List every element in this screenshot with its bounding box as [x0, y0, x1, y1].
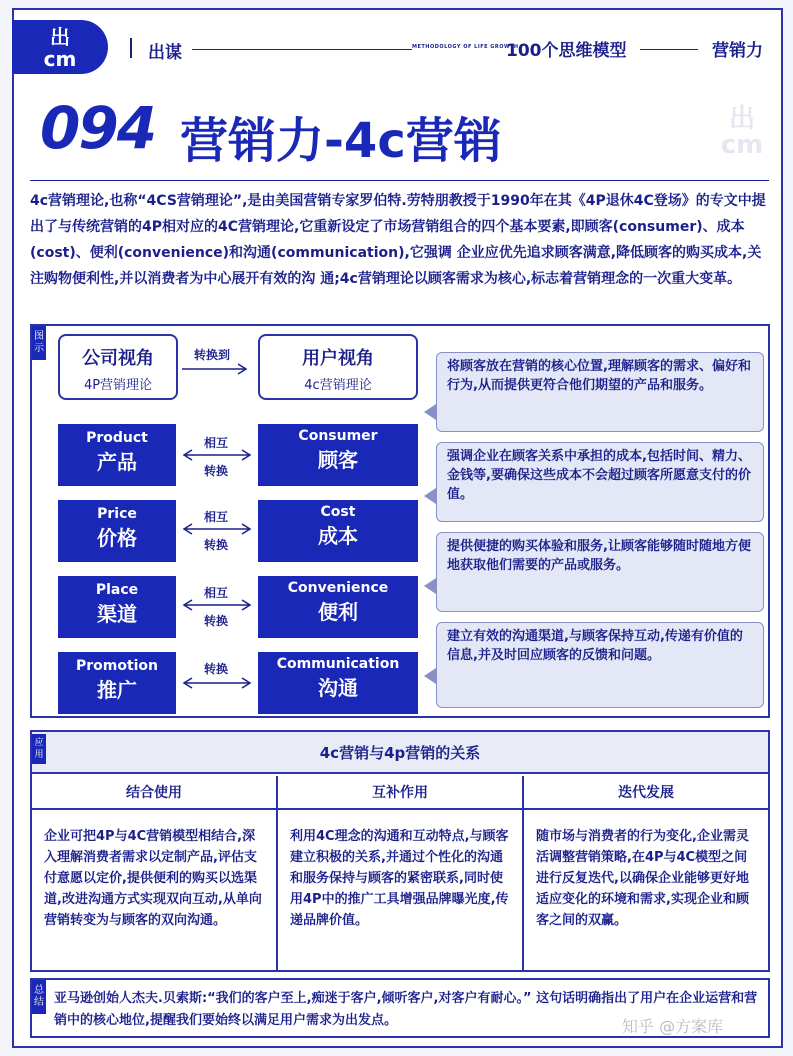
user-perspective: [258, 334, 418, 400]
callout-pointer: [424, 488, 436, 504]
col-head: 迭代发展: [524, 776, 768, 810]
c-zh: 成本: [318, 524, 358, 548]
diagram-tag: 图示: [32, 326, 46, 360]
col-body: 利用4C理念的沟通和互动特点,与顾客建立积极的关系,并通过个性化的沟通和服务保持与顾客的紧密联系,同时使用4P中的推广工具增强品牌曝光度,传递品牌价值。: [290, 829, 509, 928]
col-body: 企业可把4P与4C营销模型相结合,深入理解消费者需求以定制产品,评估支付意愿以定价,提供便利的购买以选渠道,改进沟通方式实现双向互动,从单向营销转变为与顾客的双向沟通。: [44, 829, 262, 928]
logo-bottom: cm: [43, 47, 77, 71]
desc-communication: 建立有效的沟通渠道,与顾客保持互动,传递有价值的信息,并及时回应顾客的反馈和问题。: [436, 622, 764, 708]
c-zh: 顾客: [318, 448, 358, 472]
p-block-price: [58, 500, 176, 562]
c-zh: 沟通: [318, 676, 358, 700]
relation-tag: 应用: [32, 734, 46, 764]
double-arrow-icon: [182, 598, 254, 612]
user-sub: 4c营销理论: [304, 378, 372, 393]
header-series: 100个思维模型: [506, 41, 627, 61]
double-arrow-icon: [182, 448, 254, 462]
col-body: 随市场与消费者的行为变化,企业需灵活调整营销策略,在4P与4C模型之间进行反复迭代,以确保企业能够更好地适应变化的环境和需求,实现企业和顾客之间的双赢。: [536, 829, 749, 928]
switch-arrow-icon: [180, 362, 252, 376]
callout-pointer: [424, 404, 436, 420]
desc-cost: 强调企业在顾客关系中承担的成本,包括时间、精力、金钱等,要确保这些成本不会超过顾客所愿意支付的价值。: [436, 442, 764, 522]
mid-top: 相互: [203, 586, 228, 600]
page-title: 营销力-4c营销: [180, 113, 502, 169]
p-zh: 推广: [97, 678, 137, 702]
mid-bottom: 转换: [203, 614, 228, 628]
summary-tag: 总结: [32, 980, 46, 1014]
c-en: Consumer: [298, 428, 378, 444]
p-block-place: [58, 576, 176, 638]
callout-pointer: [424, 668, 436, 684]
col-head: 互补作用: [278, 776, 522, 810]
company-title: 公司视角: [82, 348, 154, 369]
relation-title: 4c营销与4p营销的关系: [32, 732, 768, 774]
relation-col-complement: [278, 776, 522, 970]
header-brand: 出谋: [148, 43, 182, 63]
diagram-box: [30, 324, 770, 718]
p-en: Promotion: [75, 658, 159, 674]
double-arrow-icon: [182, 676, 254, 690]
mid-top: 相互: [203, 436, 228, 450]
double-arrow-icon: [182, 522, 254, 536]
p-zh: 价格: [97, 526, 137, 550]
callout-pointer: [424, 578, 436, 594]
mid-top: 相互: [203, 510, 228, 524]
header-category: 营销力: [712, 41, 763, 61]
c-block-convenience: [258, 576, 418, 638]
mid-bottom: 转换: [203, 464, 228, 478]
summary-text: 亚马逊创始人杰夫.贝索斯:“我们的客户至上,痴迷于客户,倾听客户,对客户有耐心。” 这句话明确指出了用户在企业运营和营销中的核心地位,提醒我们要始终以满足用户需求为出发点。: [54, 991, 758, 1028]
c-en: Cost: [320, 504, 356, 520]
logo: [12, 20, 108, 74]
intro-paragraph: 4c营销理论,也称“4CS营销理论”,是由美国营销专家罗伯特.劳特朋教授于1990年在其《4P退休4C登场》的专文中提出了与传统营销的4P相对应的4C营销理论,它重新设定了市场营销组合的四个基本要素,即顾客(consumer)、成本(cost)、便利(convenience)和沟通(communication),它强调 企业应优先追求顾客满意,降低顾客的购买成本,关注购物便利性,并以消费者为中心展开有效的沟 通;4c营销理论以顾客需求为核心,标志着营销理念的一次重大变革。: [30, 193, 766, 287]
p-block-product: [58, 424, 176, 486]
header-subtitle: METHODOLOGY OF LIFE GROWTH: [412, 44, 519, 50]
mid-bottom: 转换: [203, 538, 228, 552]
switch-label: 转换到: [193, 348, 230, 362]
header: [14, 10, 785, 80]
watermark-logo: 出cm: [720, 104, 764, 160]
p-en: Product: [86, 430, 148, 446]
p-en: Price: [97, 506, 137, 522]
mid-top: 转换: [203, 662, 228, 676]
p-zh: 渠道: [97, 602, 137, 626]
c-block-communication: [258, 652, 418, 714]
zhihu-watermark: 知乎 @方案库: [622, 1017, 724, 1036]
title-rule: [30, 180, 769, 181]
logo-top: 出: [50, 25, 70, 49]
col-head: 结合使用: [32, 776, 276, 810]
header-rule-left: [192, 49, 412, 50]
c-en: Communication: [276, 656, 400, 672]
p-en: Place: [95, 582, 139, 598]
desc-consumer: 将顾客放在营销的核心位置,理解顾客的需求、偏好和行为,从而提供更符合他们期望的产品和服务。: [436, 352, 764, 432]
c-en: Convenience: [287, 580, 389, 596]
c-block-cost: [258, 500, 418, 562]
p-block-promotion: [58, 652, 176, 714]
header-divider: [130, 38, 132, 58]
company-perspective: [58, 334, 178, 400]
model-number: 094: [40, 94, 156, 162]
user-title: 用户视角: [302, 348, 374, 369]
c-zh: 便利: [318, 600, 358, 624]
relation-col-iterate: [524, 776, 768, 970]
desc-convenience: 提供便捷的购买体验和服务,让顾客能够随时随地方便地获取他们需要的产品或服务。: [436, 532, 764, 612]
header-rule-right: [640, 49, 698, 50]
company-sub: 4P营销理论: [83, 378, 153, 393]
relation-table: [30, 730, 770, 972]
relation-col-combine: [32, 776, 276, 970]
page: [12, 8, 783, 1048]
c-block-consumer: [258, 424, 418, 486]
p-zh: 产品: [97, 450, 137, 474]
